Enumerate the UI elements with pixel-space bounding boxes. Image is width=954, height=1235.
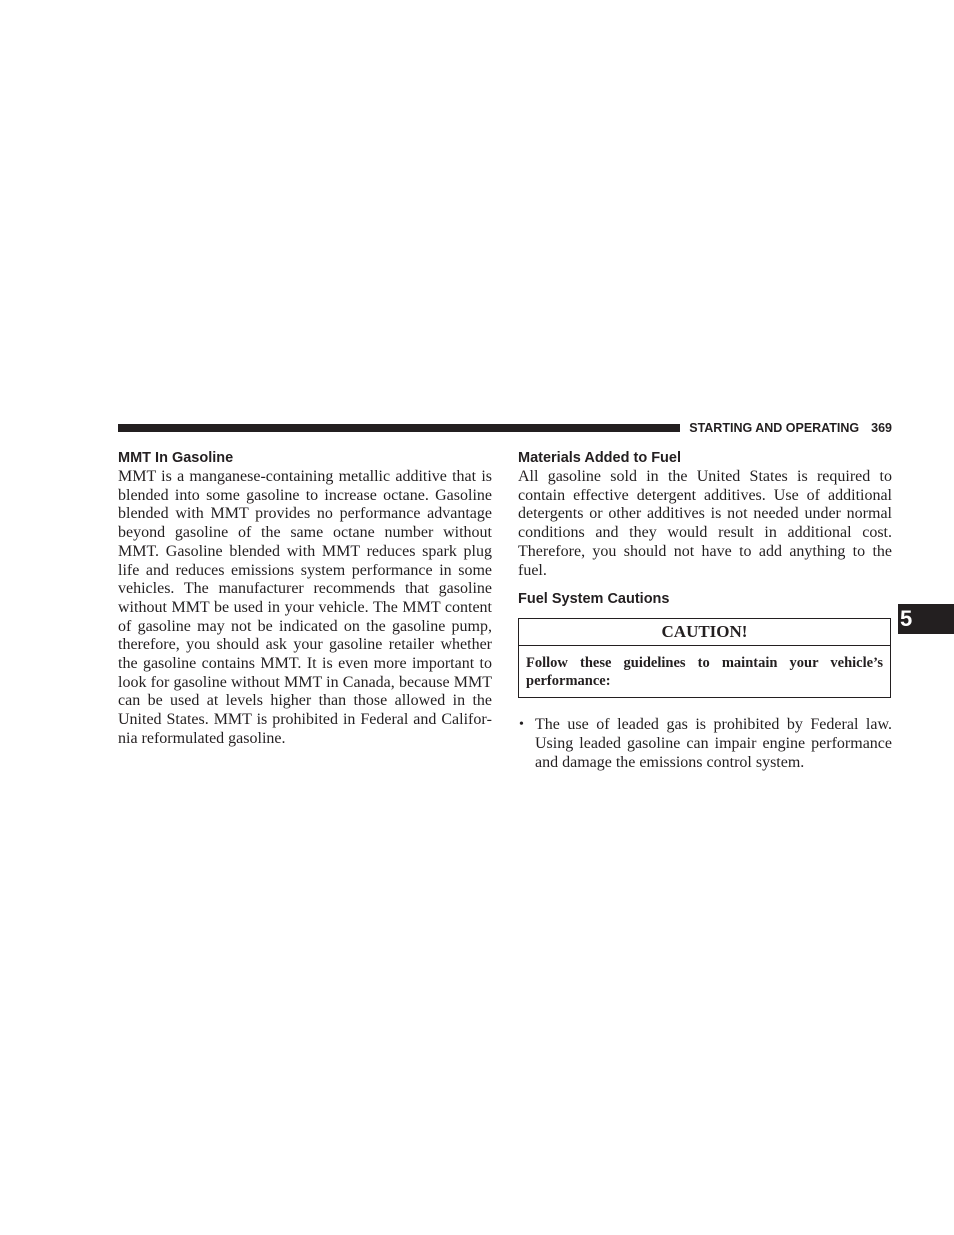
left-column	[118, 448, 492, 749]
list-item	[518, 716, 892, 772]
running-header	[688, 419, 892, 437]
fuel-system-heading: Fuel System Cautions	[518, 591, 670, 608]
caution-box	[518, 618, 891, 698]
bullet-text: The use of leaded gas is prohibited by Federal law. Using leaded gasoline can impair engine performance and damage the emissions control system.	[535, 716, 892, 771]
bullet-list	[518, 716, 892, 772]
materials-paragraph: All gasoline sold in the United States is required to contain effective detergent additives. Use of additional detergents or other additives is not needed under normal conditions and they would result in additional cost. Therefore, you should not have to add anything to the fuel.	[518, 468, 892, 579]
section-number: 5	[900, 606, 913, 631]
page-number: 369	[871, 421, 892, 435]
materials-heading: Materials Added to Fuel	[518, 450, 682, 466]
header-rule	[118, 424, 680, 432]
caution-body: Follow these guidelines to maintain your vehicle’s performance:	[526, 655, 883, 689]
caution-title: CAUTION!	[519, 619, 890, 646]
mmt-heading: MMT In Gasoline	[118, 450, 234, 466]
right-column	[518, 448, 892, 772]
bullet-icon: •	[519, 717, 524, 733]
section-title: STARTING AND OPERATING	[689, 421, 860, 435]
mmt-paragraph: MMT is a manganese-containing metallic additive that is blended into some gasoline to increase octane. Gasoline blended with MMT provides no performance advantage beyond gasoline of the same octane number without MMT. Gasoline blended with MMT reduces spark plug life and reduces emissions system performance in some vehicles. The manufacturer recommends that gasoline without MMT be used in your vehicle. The MMT content of gasoline may not be indicated on the gasoline pump, therefore, you should ask your gasoline retailer whether the gasoline contains MMT. It is even more important to look for gasoline without MMT in Canada, because MMT can be used at levels higher than those allowed in the United States. MMT is prohibited in Federal and California reformulated gasoline.	[118, 468, 492, 747]
section-tab	[898, 604, 954, 634]
